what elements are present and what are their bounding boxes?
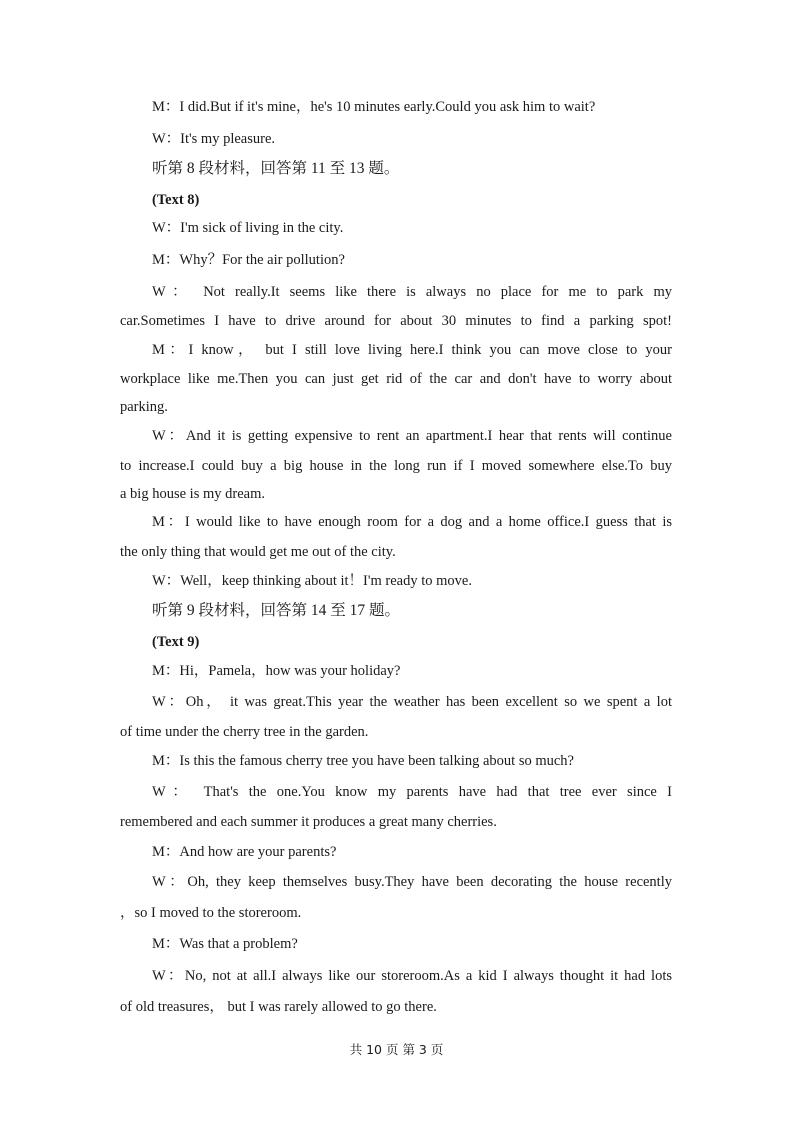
text-label: (Text 9) [152, 634, 200, 650]
section-instruction: 听第 8 段材料，回答第 11 至 13 题。 [152, 160, 400, 177]
dialogue-line: M：Is this the famous cherry tree you have been talking about so much? [152, 753, 574, 769]
dialogue-line: W：No, not at all.I always like our storeroom.As a kid I always thought it had lots [152, 968, 672, 984]
dialogue-line: M：Why？For the air pollution? [152, 252, 345, 268]
dialogue-line-continuation: a big house is my dream. [120, 486, 265, 502]
dialogue-line: M：I would like to have enough room for a dog and a home office.I guess that is [152, 514, 672, 530]
dialogue-line: W：I'm sick of living in the city. [152, 220, 344, 236]
dialogue-line: W：It's my pleasure. [152, 131, 276, 147]
dialogue-line-continuation: parking. [120, 399, 168, 415]
dialogue-line-continuation: ，so I moved to the storeroom. [120, 905, 302, 921]
page-footer: 共 10 页 第 3 页 [349, 1042, 444, 1057]
dialogue-line-continuation: to increase.I could buy a big house in the long run if I moved somewhere else.To buy [120, 458, 672, 474]
dialogue-line: M：And how are your parents? [152, 844, 337, 860]
dialogue-line: W：Oh, they keep themselves busy.They have been decorating the house recently [152, 874, 672, 890]
dialogue-line: W：Well，keep thinking about it！I'm ready to move. [152, 573, 472, 589]
dialogue-line: M：Was that a problem? [152, 936, 298, 952]
dialogue-line: M：Hi，Pamela，how was your holiday? [152, 663, 401, 679]
dialogue-line-continuation: the only thing that would get me out of the city. [120, 544, 396, 560]
dialogue-line: W：And it is getting expensive to rent an apartment.I hear that rents will continue [152, 428, 672, 444]
dialogue-line-continuation: of time under the cherry tree in the garden. [120, 724, 369, 740]
dialogue-line: W： That's the one.You know my parents have had that tree ever since I [152, 784, 672, 800]
dialogue-line: M：I did.But if it's mine，he's 10 minutes early.Could you ask him to wait? [152, 99, 596, 115]
text-label: (Text 8) [152, 192, 200, 208]
dialogue-line-continuation: of old treasures， but I was rarely allowed to go there. [120, 999, 437, 1015]
dialogue-line: W： Not really.It seems like there is always no place for me to park my [152, 284, 672, 300]
dialogue-line: M：I know， but I still love living here.I think you can move close to your [152, 342, 672, 358]
section-instruction: 听第 9 段材料，回答第 14 至 17 题。 [152, 602, 401, 619]
dialogue-line-continuation: car.Sometimes I have to drive around for about 30 minutes to find a parking spot! [120, 313, 672, 329]
dialogue-line-continuation: remembered and each summer it produces a great many cherries. [120, 814, 497, 830]
dialogue-line: W：Oh， it was great.This year the weather has been excellent so we spent a lot [152, 694, 672, 710]
dialogue-line-continuation: workplace like me.Then you can just get rid of the car and don't have to worry about [120, 371, 672, 387]
